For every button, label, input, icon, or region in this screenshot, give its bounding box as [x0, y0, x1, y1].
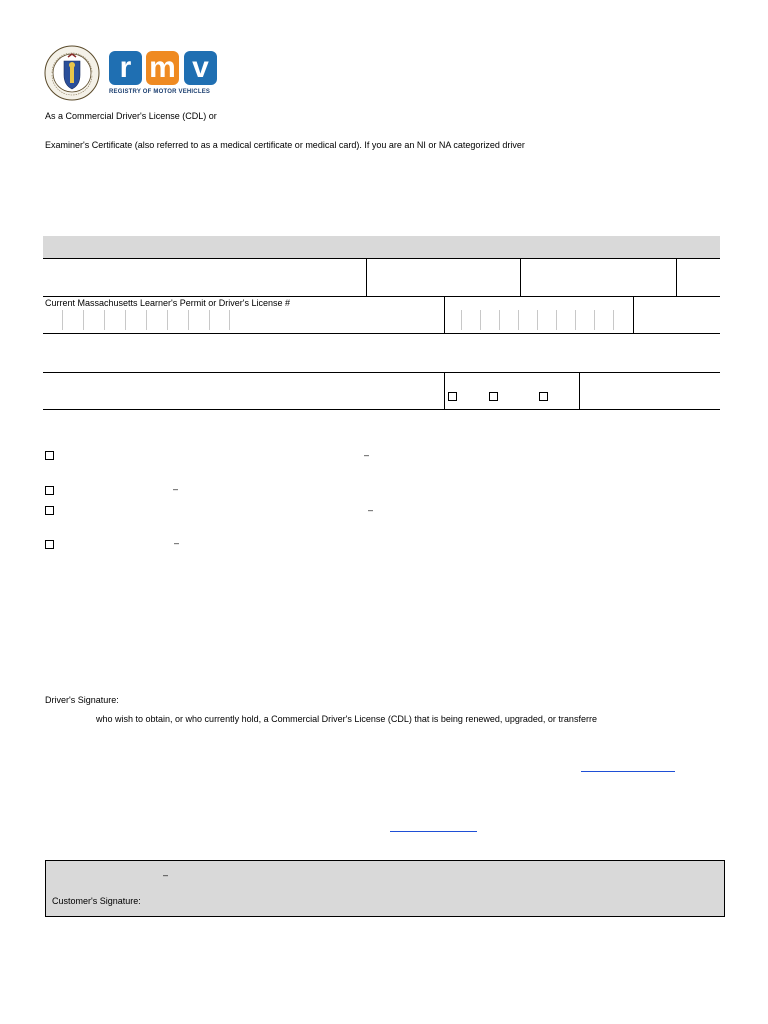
intro-line-1: As a Commercial Driver's License (CDL) or [45, 111, 217, 121]
logo-letter-v: v [184, 51, 217, 85]
hyperlink-underline-2[interactable] [390, 831, 477, 832]
form-cell-divider [676, 259, 677, 296]
logo-subtitle: REGISTRY OF MOTOR VEHICLES [109, 89, 211, 95]
form-cell-divider [444, 297, 445, 334]
logo-letter-r: r [109, 51, 142, 85]
form-cell-divider [366, 259, 367, 296]
option-checkbox-1[interactable] [45, 451, 54, 460]
form-row-line [43, 258, 720, 259]
intro-line-2: Examiner's Certificate (also referred to as a medical certificate or medical card). If you are an NI or NA categorized driver [45, 140, 525, 150]
form-row-line [43, 372, 720, 373]
form-checkbox-1[interactable] [448, 392, 457, 401]
logo-letter-m: m [146, 51, 179, 85]
form-row-line [43, 296, 720, 297]
massachusetts-seal-logo [44, 45, 100, 101]
customer-signature-box [45, 860, 725, 917]
license-number-label: Current Massachusetts Learner's Permit or Driver's License # [45, 298, 291, 308]
hyperlink-underline-1[interactable] [581, 771, 675, 772]
form-section-header-bar [43, 236, 720, 258]
license-number-input[interactable] [62, 310, 232, 332]
option-checkbox-3[interactable] [45, 506, 54, 515]
driver-signature-label: Driver's Signature: [45, 695, 119, 705]
customer-box-dash: – [163, 870, 169, 880]
driver-eligibility-text: who wish to obtain, or who currently hold, a Commercial Driver's License (CDL) that is being renewed, upgraded, or transferre [96, 714, 597, 724]
option-checkbox-4[interactable] [45, 540, 54, 549]
option-checkbox-2[interactable] [45, 486, 54, 495]
option-1-dash: – [364, 450, 370, 460]
date-of-birth-input[interactable] [461, 310, 616, 332]
form-row-line [43, 333, 720, 334]
option-3-dash: – [368, 505, 374, 515]
form-cell-divider [520, 259, 521, 296]
form-cell-divider [579, 373, 580, 410]
form-cell-divider [633, 297, 634, 334]
customer-signature-label: Customer's Signature: [52, 896, 141, 906]
form-row-line [43, 409, 720, 410]
form-cell-divider [444, 373, 445, 410]
option-4-dash: – [174, 538, 180, 548]
form-checkbox-2[interactable] [489, 392, 498, 401]
form-checkbox-3[interactable] [539, 392, 548, 401]
option-2-dash: – [173, 484, 179, 494]
